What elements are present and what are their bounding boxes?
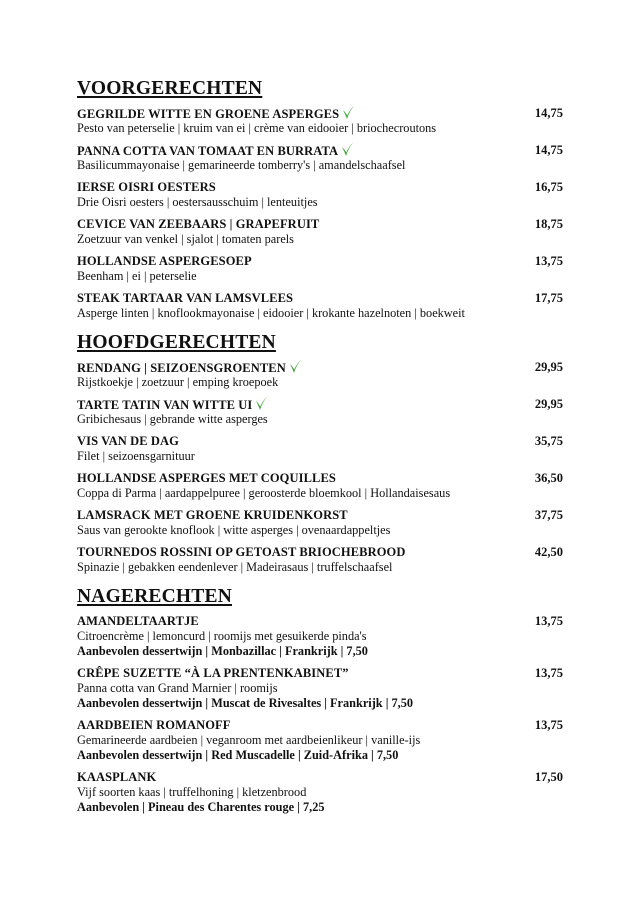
menu-item-name-row <box>77 544 577 560</box>
menu-item <box>77 507 577 538</box>
menu-item-name: PANNA COTTA VAN TOMAAT EN BURRATA <box>77 144 339 158</box>
menu-item-name-row <box>77 105 577 121</box>
menu-item-description: Gemarineerde aardbeien | veganroom met aardbeienlikeur | vanille-ijs <box>77 733 421 747</box>
menu-item-name: STEAK TARTAAR VAN LAMSVLEES <box>77 291 294 305</box>
menu-item <box>77 613 577 659</box>
vegetarian-leaf-icon <box>289 359 302 374</box>
menu-section <box>77 585 577 815</box>
menu-item-description: Citroencrème | lemoncurd | roomijs met gesuikerde pinda's <box>77 629 367 643</box>
menu-item <box>77 433 577 464</box>
menu-item-price: 14,75 <box>534 143 563 157</box>
menu-item-name-row <box>77 769 577 785</box>
menu-item-name: RENDANG | SEIZOENSGROENTEN <box>77 361 286 375</box>
menu-item-price: 42,50 <box>534 545 563 559</box>
menu-item-name-row <box>77 216 577 232</box>
vegetarian-leaf-icon <box>341 142 354 157</box>
menu-item-description: Spinazie | gebakken eendenlever | Madeirasaus | truffelschaafsel <box>77 560 393 574</box>
menu-item-price: 35,75 <box>534 434 563 448</box>
menu-item-name-row <box>77 290 577 306</box>
menu-item-price: 14,75 <box>534 106 563 120</box>
menu-item-wine-pairing: Aanbevolen dessertwijn | Red Muscadelle | Zuid-Afrika | 7,50 <box>77 748 399 762</box>
menu-item <box>77 769 577 815</box>
menu-item-name: AARDBEIEN ROMANOFF <box>77 718 231 732</box>
menu-item <box>77 665 577 711</box>
menu-item-description: Panna cotta van Grand Marnier | roomijs <box>77 681 278 695</box>
menu-item-name-row <box>77 359 577 375</box>
menu-item-description: Drie Oisri oesters | oestersausschuim | lenteuitjes <box>77 195 318 209</box>
menu-item-name: CEVICE VAN ZEEBAARS | GRAPEFRUIT <box>77 217 320 231</box>
menu-item-description: Pesto van peterselie | kruim van ei | crème van eidooier | briochecroutons <box>77 121 437 135</box>
menu-item-wine-pairing: Aanbevolen dessertwijn | Monbazillac | Frankrijk | 7,50 <box>77 644 368 658</box>
section-title: NAGERECHTEN <box>77 586 232 607</box>
menu-item <box>77 216 577 247</box>
menu-item-description: Filet | seizoensgarnituur <box>77 449 195 463</box>
menu-item-name-row <box>77 470 577 486</box>
menu-item-name-row <box>77 142 577 158</box>
menu-item-name: IERSE OISRI OESTERS <box>77 180 216 194</box>
section-title: VOORGERECHTEN <box>77 78 263 99</box>
menu-item-description: Gribichesaus | gebrande witte asperges <box>77 412 268 426</box>
menu-item-wine-pairing: Aanbevolen | Pineau des Charentes rouge | 7,25 <box>77 800 325 814</box>
menu-item-name-row <box>77 253 577 269</box>
menu-item-name: GEGRILDE WITTE EN GROENE ASPERGES <box>77 107 340 121</box>
menu-item-price: 17,75 <box>534 291 563 305</box>
menu-item-name: CRÊPE SUZETTE “À LA PRENTENKABINET” <box>77 666 349 680</box>
menu-item <box>77 396 577 427</box>
menu-item <box>77 290 577 321</box>
menu-section <box>77 77 577 321</box>
menu-item-name: LAMSRACK MET GROENE KRUIDENKORST <box>77 508 348 522</box>
menu-page <box>77 77 577 825</box>
menu-item-name: AMANDELTAARTJE <box>77 614 199 628</box>
menu-item-name: KAASPLANK <box>77 770 157 784</box>
menu-item <box>77 253 577 284</box>
menu-item-name: VIS VAN DE DAG <box>77 434 180 448</box>
menu-item-price: 36,50 <box>534 471 563 485</box>
menu-item-price: 16,75 <box>534 180 563 194</box>
menu-item-description: Asperge linten | knoflookmayonaise | eidooier | krokante hazelnoten | boekweit <box>77 306 465 320</box>
menu-item-name: TOURNEDOS ROSSINI OP GETOAST BRIOCHEBROOD <box>77 545 406 559</box>
menu-item <box>77 142 577 173</box>
menu-section <box>77 331 577 575</box>
menu-item <box>77 359 577 390</box>
menu-item-price: 13,75 <box>534 254 563 268</box>
vegetarian-leaf-icon <box>342 105 355 120</box>
menu-item-wine-pairing: Aanbevolen dessertwijn | Muscat de Rivesaltes | Frankrijk | 7,50 <box>77 696 414 710</box>
menu-item <box>77 544 577 575</box>
menu-item-description: Saus van gerookte knoflook | witte asperges | ovenaardappeltjes <box>77 523 391 537</box>
menu-item-name: HOLLANDSE ASPERGESOEP <box>77 254 252 268</box>
menu-item-price: 13,75 <box>534 666 563 680</box>
menu-item-name-row <box>77 396 577 412</box>
menu-item <box>77 179 577 210</box>
menu-item <box>77 470 577 501</box>
menu-item-description: Beenham | ei | peterselie <box>77 269 197 283</box>
menu-item-name-row <box>77 717 577 733</box>
menu-item-price: 29,95 <box>534 397 563 411</box>
menu-item-name-row <box>77 179 577 195</box>
menu-item-name-row <box>77 665 577 681</box>
menu-item-description: Basilicummayonaise | gemarineerde tomberry's | amandelschaafsel <box>77 158 406 172</box>
menu-item-price: 17,50 <box>534 770 563 784</box>
menu-item-name: HOLLANDSE ASPERGES MET COQUILLES <box>77 471 336 485</box>
menu-item-name-row <box>77 433 577 449</box>
menu-item-name-row <box>77 613 577 629</box>
menu-item-price: 13,75 <box>534 718 563 732</box>
menu-item-price: 29,95 <box>534 360 563 374</box>
menu-item-price: 18,75 <box>534 217 563 231</box>
menu-item-description: Coppa di Parma | aardappelpuree | geroosterde bloemkool | Hollandaisesaus <box>77 486 451 500</box>
menu-item-name: TARTE TATIN VAN WITTE UI <box>77 398 253 412</box>
menu-item <box>77 717 577 763</box>
menu-item-description: Rijstkoekje | zoetzuur | emping kroepoek <box>77 375 279 389</box>
section-title: HOOFDGERECHTEN <box>77 332 276 353</box>
menu-item-description: Vijf soorten kaas | truffelhoning | kletzenbrood <box>77 785 307 799</box>
vegetarian-leaf-icon <box>255 396 268 411</box>
menu-item-description: Zoetzuur van venkel | sjalot | tomaten parels <box>77 232 294 246</box>
menu-item-price: 37,75 <box>534 508 563 522</box>
menu-item-price: 13,75 <box>534 614 563 628</box>
menu-item-name-row <box>77 507 577 523</box>
menu-item <box>77 105 577 136</box>
